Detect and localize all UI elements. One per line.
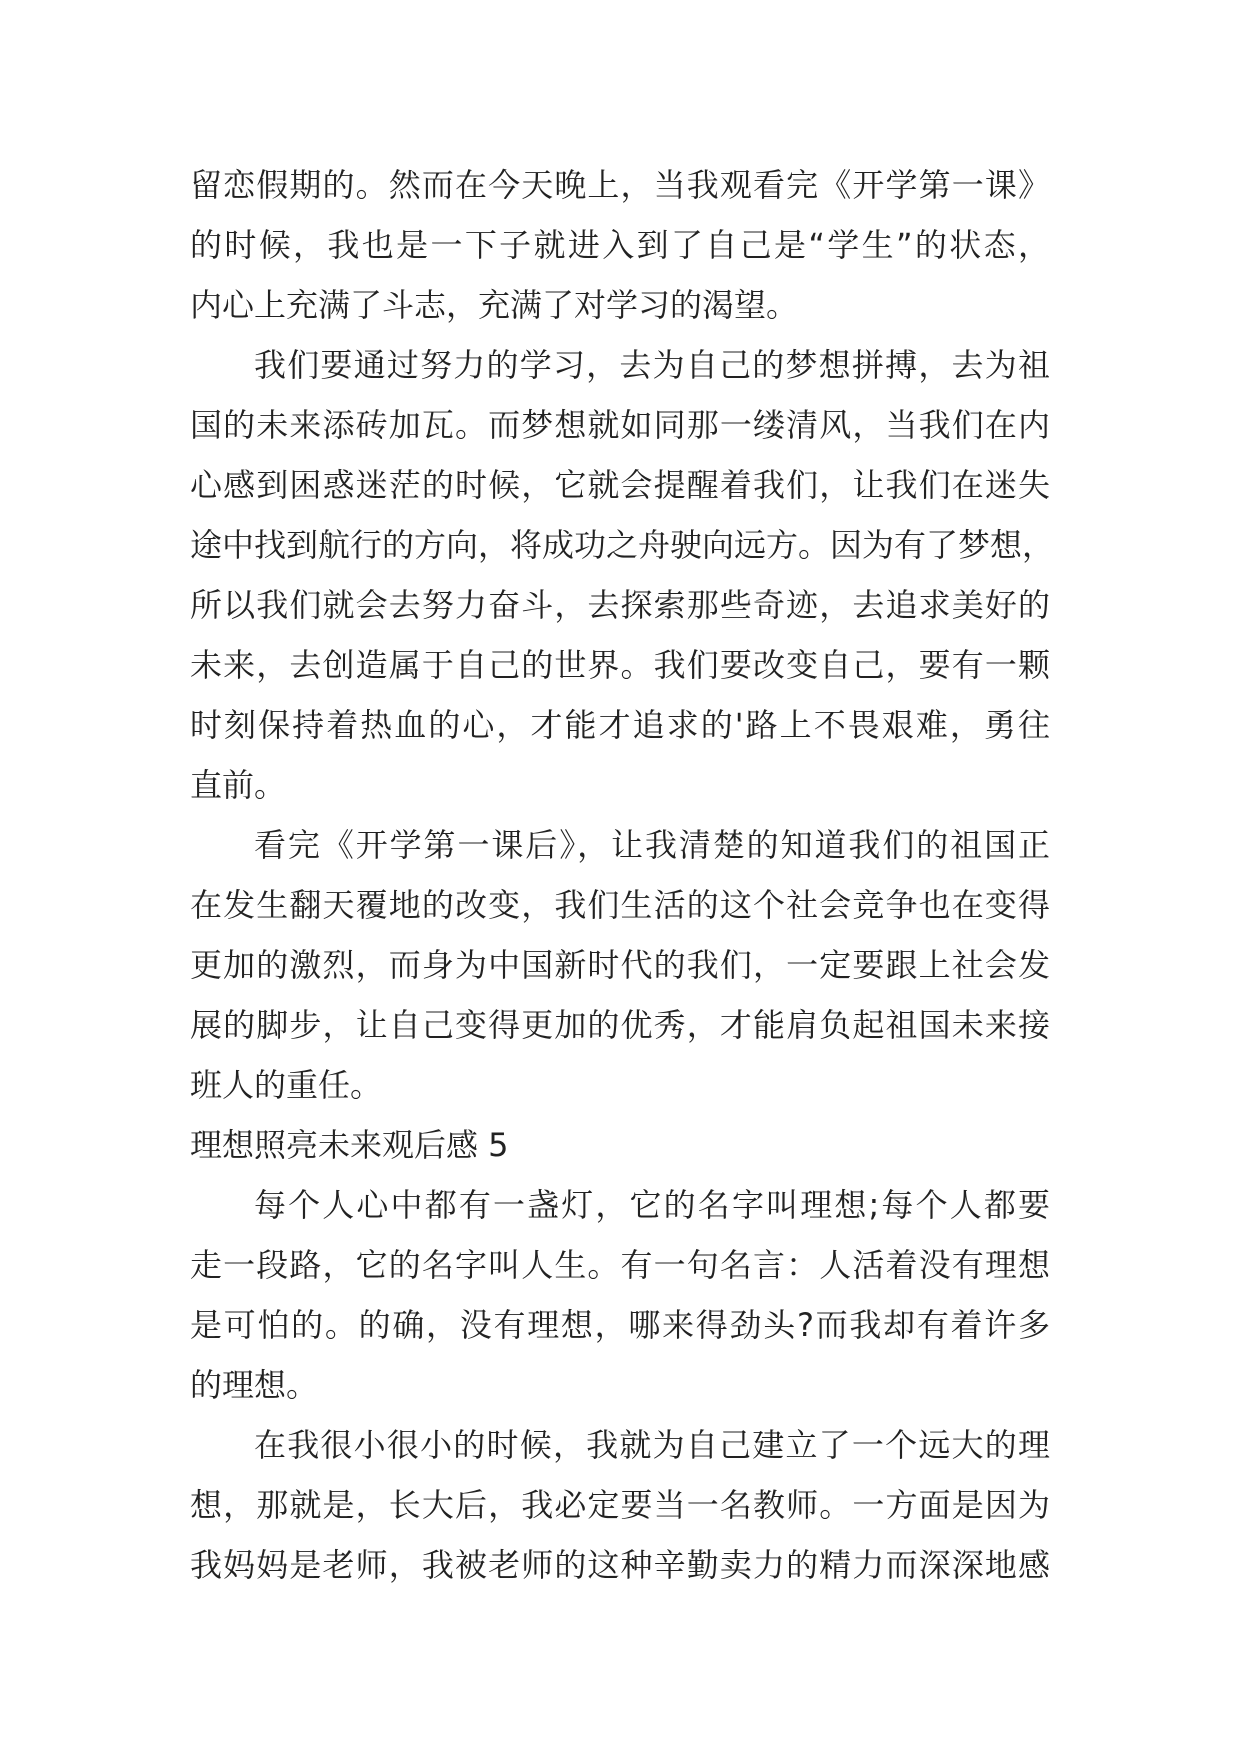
text-line: 内心上充满了斗志，充满了对学习的渴望。 — [190, 286, 799, 324]
section-heading: 理想照亮未来观后感 5 — [190, 1126, 509, 1164]
text-line: 留恋假期的。然而在今天晚上，当我观看完《开学第一课》 — [190, 166, 1050, 204]
text-line: 是可怕的。的确，没有理想，哪来得劲头?而我却有着许多 — [190, 1306, 1050, 1344]
text-line: 直前。 — [190, 766, 287, 804]
text-line: 展的脚步，让自己变得更加的优秀，才能肩负起祖国未来接 — [190, 1006, 1050, 1044]
text-line: 的时候，我也是一下子就进入到了自己是“学生”的状态， — [190, 226, 1050, 264]
text-line: 更加的激烈，而身为中国新时代的我们，一定要跟上社会发 — [190, 946, 1050, 984]
text-line: 途中找到航行的方向，将成功之舟驶向远方。因为有了梦想， — [190, 526, 1055, 564]
document-body — [190, 155, 1055, 1595]
text-line: 班人的重任。 — [190, 1066, 383, 1104]
text-line: 的理想。 — [190, 1366, 319, 1404]
text-line: 看完《开学第一课后》，让我清楚的知道我们的祖国正 — [254, 826, 1050, 864]
text-line: 所以我们就会去努力奋斗，去探索那些奇迹，去追求美好的 — [190, 586, 1050, 624]
text-line: 在发生翻天覆地的改变，我们生活的这个社会竞争也在变得 — [190, 886, 1050, 924]
text-line: 国的未来添砖加瓦。而梦想就如同那一缕清风，当我们在内 — [190, 406, 1050, 444]
text-line: 我妈妈是老师，我被老师的这种辛勤卖力的精力而深深地感 — [190, 1546, 1050, 1584]
text-line: 在我很小很小的时候，我就为自己建立了一个远大的理 — [254, 1426, 1050, 1464]
text-line: 我们要通过努力的学习，去为自己的梦想拼搏，去为祖 — [254, 346, 1050, 384]
text-line: 想，那就是，长大后，我必定要当一名教师。一方面是因为 — [190, 1486, 1050, 1524]
text-line: 时刻保持着热血的心，才能才追求的'路上不畏艰难，勇往 — [190, 706, 1050, 744]
text-line: 走一段路，它的名字叫人生。有一句名言：人活着没有理想 — [190, 1246, 1050, 1284]
text-line: 未来，去创造属于自己的世界。我们要改变自己，要有一颗 — [190, 646, 1050, 684]
text-line: 每个人心中都有一盏灯，它的名字叫理想;每个人都要 — [254, 1186, 1050, 1224]
text-line: 心感到困惑迷茫的时候，它就会提醒着我们，让我们在迷失 — [190, 466, 1050, 504]
